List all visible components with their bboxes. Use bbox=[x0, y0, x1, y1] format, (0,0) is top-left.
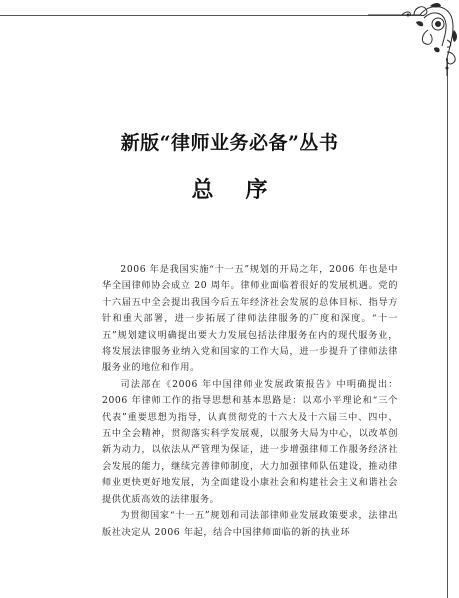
body-text bbox=[102, 262, 398, 541]
page-frame-top-line bbox=[0, 15, 420, 16]
body-paragraph-1: 2006 年是我国实施“十一五”规划的开局之年，2006 年也是中华全国律师协会成立 20 周年。律师业面临着很好的发展机遇。党的十六届五中全会提出我国今后五年经济社会发展的总体目标、指导方针和重大部署，进一步拓展了律师法律服务的广度和深度。“十一五”规划建议明确提出要大力发展包括法律服务在内的现代服务业，将发展法律服务业纳入党和国家的工作大局，进一步提升了律师法律服务业的地位和作用。 bbox=[102, 264, 398, 374]
section-title: 总序 bbox=[191, 177, 300, 203]
series-title: 新版“律师业务必备”丛书 bbox=[120, 132, 339, 154]
body-paragraph-2: 司法部在《2006 年中国律师业发展政策报告》中明确提出：2006 年律师工作的指导思想和基本思路是：以邓小平理论和“三个代表”重要思想为指导，认真贯彻党的十六大及十六届三中、四中、五中全会精神，贯彻落实科学发展观，以服务大局为中心，以改革创新为动力，以依法从严管理为保证，进一步增强律师工作服务经济社会发展的能力，继续完善律师制度，大力加强律师队伍建设，推动律师业更快更好地发展，为全面建设小康社会和构建社会主义和谐社会提供优质高效的法律服务。 bbox=[102, 378, 398, 505]
corner-ornament-icon bbox=[368, 0, 459, 76]
body-paragraph-3: 为贯彻国家“十一五”规划和司法部律师业发展政策要求，法律出版社决定从 2006 年起，结合中国律师面临的新的执业环 bbox=[102, 510, 398, 538]
